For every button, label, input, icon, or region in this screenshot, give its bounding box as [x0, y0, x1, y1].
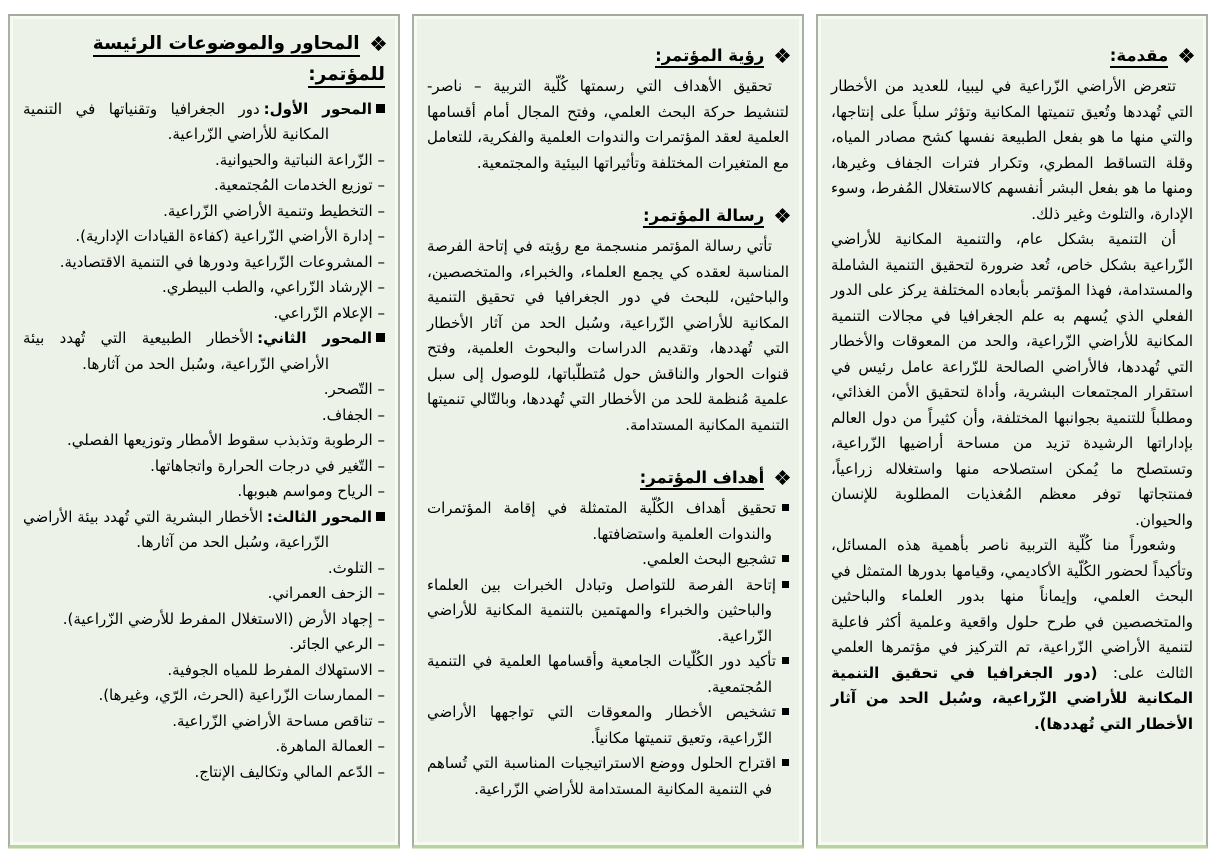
goals-list [427, 496, 789, 802]
intro-paragraph-3 [831, 533, 1193, 737]
vision-mission-goals-panel [412, 14, 804, 848]
axis-subitem: – الرعي الجائر. [23, 632, 385, 658]
axis-subitem: – تناقص مساحة الأراضي الزّراعية. [23, 709, 385, 735]
axis-subitem: – الرطوبة وتذبذب سقوط الأمطار وتوزيعها الفصلي. [23, 428, 385, 454]
diamond-bullet-icon [776, 471, 789, 484]
vision-heading-text: رؤية المؤتمر: [655, 46, 764, 68]
goal-item: تأكيد دور الكُلّيات الجامعية وأقسامها العلمية في التنمية المُجتمعية. [427, 649, 789, 700]
mission-heading-text: رسالة المؤتمر: [643, 206, 764, 228]
diamond-bullet-icon [776, 209, 789, 222]
axis-subitem: – الرياح ومواسم هبوبها. [23, 479, 385, 505]
axis-subitem: – العمالة الماهرة. [23, 734, 385, 760]
goal-item: اقتراح الحلول ووضع الاستراتيجيات المناسبة التي تُساهم في التنمية المكانية المستدامة للأراضي الزّراعية. [427, 751, 789, 802]
axis-text: الأخطار البشرية التي تُهدد بيئة الأراضي الزّراعية، وسُبل الحد من آثارها. [23, 507, 329, 552]
axis-heading [23, 326, 385, 377]
axis-text: دور الجغرافيا وتقنياتها في التنمية المكانية للأراضي الزّراعية. [23, 99, 329, 144]
axis-heading [23, 505, 385, 556]
intro-heading-text: مقدمة: [1110, 46, 1168, 68]
goals-heading-text: أهداف المؤتمر: [640, 468, 765, 490]
axis-subitem: – التّغير في درجات الحرارة واتجاهاتها. [23, 454, 385, 480]
axis-subitem: – المشروعات الزّراعية ودورها في التنمية الاقتصادية. [23, 250, 385, 276]
themes-heading-text: المحاور والموضوعات الرئيسة للمؤتمر: [93, 33, 385, 88]
goals-heading [427, 464, 789, 492]
axis-subitem: – التخطيط وتنمية الأراضي الزّراعية. [23, 199, 385, 225]
axis-heading [23, 97, 385, 148]
mission-heading [427, 202, 789, 230]
intro-panel [816, 14, 1208, 848]
axis-subitem: – الجفاف. [23, 403, 385, 429]
axis-subitem: – الاستهلاك المفرط للمياه الجوفية. [23, 658, 385, 684]
axis-subitem: – الإرشاد الزّراعي، والطب البيطري. [23, 275, 385, 301]
axis-subitem: – الزحف العمراني. [23, 581, 385, 607]
axis-label: المحور الثالث: [266, 507, 372, 526]
axis-subitem: – التلوث. [23, 556, 385, 582]
themes-panel [8, 14, 400, 848]
axis-subitem: – إدارة الأراضي الزّراعية (كفاءة القيادات الإدارية). [23, 224, 385, 250]
goal-item: إتاحة الفرصة للتواصل وتبادل الخبرات بين العلماء والباحثين والخبراء والمهتمين بالتنمية المكانية للأراضي الزّراعية. [427, 573, 789, 650]
goal-item: تحقيق أهداف الكُلّية المتمثلة في إقامة المؤتمرات والندوات العلمية واستضافتها. [427, 496, 789, 547]
intro-paragraph-2: أن التنمية بشكل عام، والتنمية المكانية للأراضي الزّراعية بشكل خاص، تُعد ضرورة لتحقيق التنمية الشاملة والمستدامة، فهذا المؤتمر بأبعاده المختلفة يركز على الدور الفعلي الذي يُسهم به علم الجغرافيا في مجالات التنمية المكانية للأراضي الزّراعية، والحد من المعوقات والأخطار التي تُهددها، فالأراضي الصالحة للزّراعة عامل رئيس في استقرار المجتمعات البشرية، وأداة لتحقيق الأمن الغذائي، ومطلباً للتنمية بجوانبها المختلفة، وأن كثيراً من دول العالم بإداراتها الرشيدة تزيد من مساحة أراضيها الزّراعية، وتستصلح ما يُمكن استصلاحه منها واستغلاله زراعياً، فمنتجاتها توفر معظم المُغذيات المطلوبة للإنسان والحيوان. [831, 230, 1193, 529]
vision-heading [427, 42, 789, 70]
axis-subitem: – الدّعم المالي وتكاليف الإنتاج. [23, 760, 385, 786]
themes-heading [23, 28, 385, 91]
axis-text: الأخطار الطبيعية التي تُهدد بيئة الأراضي الزّراعية، وسُبل الحد من آثارها. [23, 329, 329, 373]
intro-paragraph-3-lead: وشعوراً منا كُلّية التربية ناصر بأهمية هذه المسائل، وتأكيداً لحضور الكُلّية الأكاديمي، وقيامها بدورها المتمثل في البحث العلمي، وإيماناً منها بدور العلماء والباحثين والمتخصصين في طرح حلول واقعية وعلمية أكثر فاعلية لتنمية الأراضي الزّراعية، تم التركيز في مؤتمرها العلمي الثالث على: [831, 536, 1193, 682]
goal-item: تشجيع البحث العلمي. [427, 547, 789, 573]
axis-label: المحور الثاني: [257, 329, 372, 348]
diamond-bullet-icon [1180, 49, 1193, 62]
axis-block [23, 505, 385, 786]
axis-label: المحور الأول: [263, 99, 372, 118]
axis-subitem: – توزيع الخدمات المُجتمعية. [23, 173, 385, 199]
axis-subitem: – الممارسات الزّراعية (الحرث، الرّي، وغيرها). [23, 683, 385, 709]
mission-paragraph: تأتي رسالة المؤتمر منسجمة مع رؤيته في إتاحة الفرصة المناسبة لعقده كي يجمع العلماء، والخبراء، والمتخصصين، والباحثين، للبحث في دور الجغرافيا في تحقيق التنمية المكانية للأراضي الزّراعية، وسُبل الحد من آثار الأخطار التي تُهددها، وتقديم الدراسات والبحوث العلمية، وفتح قنوات الحوار والناقش حول مُتطلّباتها، للوصول إلى سبل علمية مُنظمة للحد من الأخطار التي تُهددها، وبالتّالي تنميتها التنمية المكانية المستدامة. [427, 237, 789, 434]
vision-paragraph: تحقيق الأهداف التي رسمتها كُلّية التربية – ناصر- لتنشيط حركة البحث العلمي، وفتح المجال أمام أقسامها العلمية لعقد المؤتمرات والندوات العلمية والفكرية، للتعامل مع المتغيرات المختلفة وتأثيراتها البيئية والمجتمعية. [427, 77, 789, 172]
axis-subitems [23, 377, 385, 505]
goal-item: تشخيص الأخطار والمعوقات التي تواجهها الأراضي الزّراعية، وتعيق تنميتها مكانياً. [427, 700, 789, 751]
intro-paragraph-1: تتعرض الأراضي الزّراعية في ليبيا، للعديد من الأخطار التي تُهددها وتُعيق تنميتها المكانية وتؤثر سلباً على إنتاجها، والتي منها ما هو بفعل الطبيعة نفسها كشح مصادر المياه، وقلة التساقط المطري، وتكرار فترات الجفاف وغيرها، ومنها ما هو بفعل البشر أنفسهم كالاستغلال المُفرط، وسوء الإدارة، والتلوث وغير ذلك. [831, 77, 1193, 223]
axis-block [23, 97, 385, 327]
axis-subitem: – التّصحر. [23, 377, 385, 403]
axis-subitem: – الإعلام الزّراعي. [23, 301, 385, 327]
diamond-bullet-icon [372, 37, 385, 50]
intro-heading [831, 42, 1193, 70]
axis-subitem: – إجهاد الأرض (الاستغلال المفرط للأرضي الزّراعية). [23, 607, 385, 633]
axis-subitems [23, 148, 385, 327]
diamond-bullet-icon [776, 49, 789, 62]
axis-block [23, 326, 385, 505]
axis-subitems [23, 556, 385, 786]
axis-subitem: – الزّراعة النباتية والحيوانية. [23, 148, 385, 174]
conference-focus-statement: (دور الجغرافيا في تحقيق التنمية المكانية للأراضي الزّراعية، وسُبل الحد من آثار الأخطار التي تُهددها). [831, 663, 1193, 733]
axes-list [23, 97, 385, 786]
